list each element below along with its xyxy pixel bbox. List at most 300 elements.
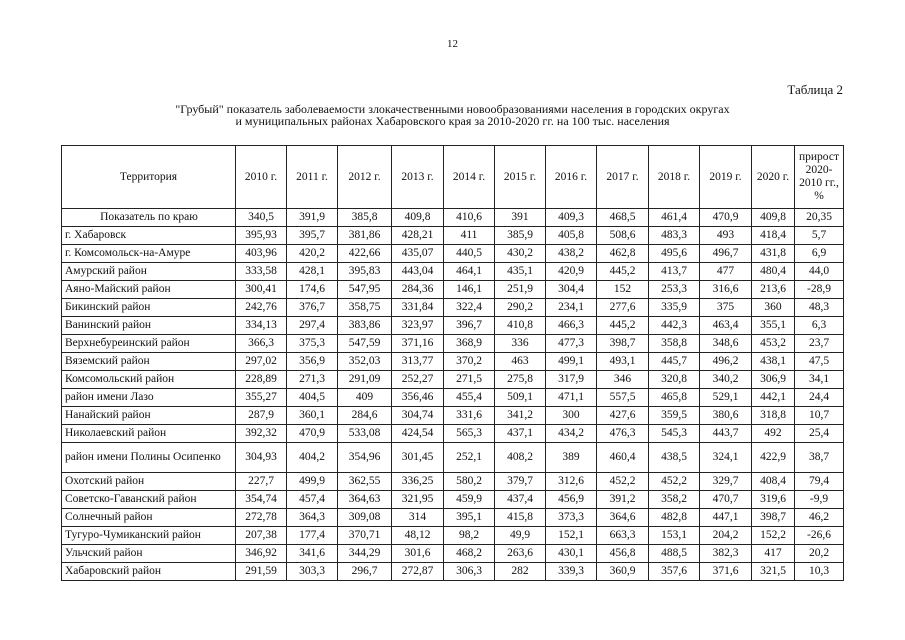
table-row bbox=[62, 209, 844, 227]
value-cell: 296,7 bbox=[338, 563, 392, 581]
value-cell: 213,6 bbox=[752, 281, 795, 299]
value-cell: 340,5 bbox=[236, 209, 287, 227]
value-cell: 358,75 bbox=[338, 299, 392, 317]
value-cell: 480,4 bbox=[752, 263, 795, 281]
column-header: 2019 г. bbox=[700, 146, 752, 209]
column-header: 2013 г. bbox=[392, 146, 444, 209]
value-cell: 354,96 bbox=[338, 443, 392, 473]
value-cell: 304,74 bbox=[392, 407, 444, 425]
value-cell: 477 bbox=[700, 263, 752, 281]
value-cell: 304,93 bbox=[236, 443, 287, 473]
value-cell: 321,5 bbox=[752, 563, 795, 581]
value-cell: 391,9 bbox=[287, 209, 338, 227]
value-cell: 488,5 bbox=[649, 545, 700, 563]
value-cell: 153,1 bbox=[649, 527, 700, 545]
value-cell: 468,5 bbox=[597, 209, 649, 227]
territory-cell: Верхнебуреинский район bbox=[62, 335, 236, 353]
value-cell: 252,27 bbox=[392, 371, 444, 389]
value-cell: 453,2 bbox=[752, 335, 795, 353]
value-cell: 447,1 bbox=[700, 509, 752, 527]
value-cell: 443,7 bbox=[700, 425, 752, 443]
value-cell: 413,7 bbox=[649, 263, 700, 281]
table-row bbox=[62, 491, 844, 509]
value-cell: 410,8 bbox=[495, 317, 546, 335]
value-cell: 440,5 bbox=[444, 245, 495, 263]
value-cell: 476,3 bbox=[597, 425, 649, 443]
value-cell: 275,8 bbox=[495, 371, 546, 389]
value-cell: 466,3 bbox=[546, 317, 597, 335]
value-cell: 177,4 bbox=[287, 527, 338, 545]
territory-cell: Показатель по краю bbox=[62, 209, 236, 227]
territory-cell: Нанайский район bbox=[62, 407, 236, 425]
value-cell: 20,35 bbox=[795, 209, 844, 227]
column-header: 2010 г. bbox=[236, 146, 287, 209]
value-cell: 227,7 bbox=[236, 473, 287, 491]
territory-cell: Советско-Гаванский район bbox=[62, 491, 236, 509]
value-cell: 379,7 bbox=[495, 473, 546, 491]
value-cell: 271,5 bbox=[444, 371, 495, 389]
value-cell: 477,3 bbox=[546, 335, 597, 353]
territory-cell: Солнечный район bbox=[62, 509, 236, 527]
value-cell: 297,02 bbox=[236, 353, 287, 371]
value-cell: 508,6 bbox=[597, 227, 649, 245]
value-cell: 6,9 bbox=[795, 245, 844, 263]
value-cell: 405,8 bbox=[546, 227, 597, 245]
value-cell: 291,59 bbox=[236, 563, 287, 581]
table-row bbox=[62, 407, 844, 425]
value-cell: 368,9 bbox=[444, 335, 495, 353]
value-cell: 431,8 bbox=[752, 245, 795, 263]
value-cell: 44,0 bbox=[795, 263, 844, 281]
value-cell: 334,13 bbox=[236, 317, 287, 335]
value-cell: 318,8 bbox=[752, 407, 795, 425]
value-cell: 395,83 bbox=[338, 263, 392, 281]
value-cell: 146,1 bbox=[444, 281, 495, 299]
value-cell: 331,6 bbox=[444, 407, 495, 425]
value-cell: 152,2 bbox=[752, 527, 795, 545]
value-cell: 415,8 bbox=[495, 509, 546, 527]
incidence-table bbox=[61, 145, 844, 581]
value-cell: 428,21 bbox=[392, 227, 444, 245]
column-header: прирост 2020-2010 гг., % bbox=[795, 146, 844, 209]
table-label: Таблица 2 bbox=[787, 82, 843, 97]
value-cell: 317,9 bbox=[546, 371, 597, 389]
table-body bbox=[62, 209, 844, 581]
value-cell: 471,1 bbox=[546, 389, 597, 407]
value-cell: 313,77 bbox=[392, 353, 444, 371]
caption-line-2: и муниципальных районах Хабаровского края за 2010-2020 гг. на 100 тыс. населения bbox=[235, 114, 670, 128]
value-cell: 533,08 bbox=[338, 425, 392, 443]
value-cell: 370,2 bbox=[444, 353, 495, 371]
value-cell: 382,3 bbox=[700, 545, 752, 563]
value-cell: 344,29 bbox=[338, 545, 392, 563]
value-cell: 362,55 bbox=[338, 473, 392, 491]
value-cell: 291,09 bbox=[338, 371, 392, 389]
table-row bbox=[62, 299, 844, 317]
value-cell: 271,3 bbox=[287, 371, 338, 389]
value-cell: 385,8 bbox=[338, 209, 392, 227]
value-cell: 6,3 bbox=[795, 317, 844, 335]
value-cell: 355,27 bbox=[236, 389, 287, 407]
column-header: 2011 г. bbox=[287, 146, 338, 209]
table-row bbox=[62, 473, 844, 491]
value-cell: 336 bbox=[495, 335, 546, 353]
value-cell: 358,2 bbox=[649, 491, 700, 509]
value-cell: 409,8 bbox=[752, 209, 795, 227]
territory-cell: Бикинский район bbox=[62, 299, 236, 317]
value-cell: 356,9 bbox=[287, 353, 338, 371]
value-cell: 47,5 bbox=[795, 353, 844, 371]
value-cell: 252,1 bbox=[444, 443, 495, 473]
value-cell: 452,2 bbox=[597, 473, 649, 491]
value-cell: 152 bbox=[597, 281, 649, 299]
value-cell: 366,3 bbox=[236, 335, 287, 353]
value-cell: 354,74 bbox=[236, 491, 287, 509]
table-row bbox=[62, 353, 844, 371]
value-cell: 364,63 bbox=[338, 491, 392, 509]
value-cell: 470,7 bbox=[700, 491, 752, 509]
value-cell: 445,2 bbox=[597, 263, 649, 281]
value-cell: 263,6 bbox=[495, 545, 546, 563]
table-row bbox=[62, 263, 844, 281]
value-cell: 49,9 bbox=[495, 527, 546, 545]
value-cell: 383,86 bbox=[338, 317, 392, 335]
value-cell: 408,4 bbox=[752, 473, 795, 491]
territory-cell: Ванинский район bbox=[62, 317, 236, 335]
value-cell: 375,3 bbox=[287, 335, 338, 353]
value-cell: 437,4 bbox=[495, 491, 546, 509]
column-header: 2016 г. bbox=[546, 146, 597, 209]
value-cell: 409,3 bbox=[546, 209, 597, 227]
table-row bbox=[62, 245, 844, 263]
value-cell: 565,3 bbox=[444, 425, 495, 443]
value-cell: 174,6 bbox=[287, 281, 338, 299]
value-cell: 409,8 bbox=[392, 209, 444, 227]
column-header: 2018 г. bbox=[649, 146, 700, 209]
value-cell: 438,2 bbox=[546, 245, 597, 263]
value-cell: 434,2 bbox=[546, 425, 597, 443]
territory-cell: район имени Лазо bbox=[62, 389, 236, 407]
value-cell: 410,6 bbox=[444, 209, 495, 227]
value-cell: 493 bbox=[700, 227, 752, 245]
value-cell: 483,3 bbox=[649, 227, 700, 245]
value-cell: 499,1 bbox=[546, 353, 597, 371]
value-cell: 389 bbox=[546, 443, 597, 473]
value-cell: 427,6 bbox=[597, 407, 649, 425]
value-cell: -26,6 bbox=[795, 527, 844, 545]
value-cell: 373,3 bbox=[546, 509, 597, 527]
value-cell: 460,4 bbox=[597, 443, 649, 473]
table-row bbox=[62, 227, 844, 245]
value-cell: 395,7 bbox=[287, 227, 338, 245]
value-cell: 438,5 bbox=[649, 443, 700, 473]
value-cell: 358,8 bbox=[649, 335, 700, 353]
value-cell: 445,7 bbox=[649, 353, 700, 371]
table-row bbox=[62, 389, 844, 407]
value-cell: 24,4 bbox=[795, 389, 844, 407]
territory-cell: Тугуро-Чумиканский район bbox=[62, 527, 236, 545]
value-cell: 228,89 bbox=[236, 371, 287, 389]
value-cell: 23,7 bbox=[795, 335, 844, 353]
territory-cell: Вяземский район bbox=[62, 353, 236, 371]
value-cell: 395,93 bbox=[236, 227, 287, 245]
value-cell: 461,4 bbox=[649, 209, 700, 227]
value-cell: 381,86 bbox=[338, 227, 392, 245]
table-row bbox=[62, 527, 844, 545]
value-cell: 457,4 bbox=[287, 491, 338, 509]
value-cell: 360,1 bbox=[287, 407, 338, 425]
value-cell: 341,2 bbox=[495, 407, 546, 425]
value-cell: 300 bbox=[546, 407, 597, 425]
value-cell: 364,3 bbox=[287, 509, 338, 527]
value-cell: 499,9 bbox=[287, 473, 338, 491]
value-cell: 331,84 bbox=[392, 299, 444, 317]
value-cell: 459,9 bbox=[444, 491, 495, 509]
value-cell: 287,9 bbox=[236, 407, 287, 425]
value-cell: 34,1 bbox=[795, 371, 844, 389]
table-row bbox=[62, 371, 844, 389]
value-cell: 152,1 bbox=[546, 527, 597, 545]
table-row bbox=[62, 509, 844, 527]
territory-cell: Комсомольский район bbox=[62, 371, 236, 389]
value-cell: 435,1 bbox=[495, 263, 546, 281]
table-row bbox=[62, 563, 844, 581]
table-row bbox=[62, 335, 844, 353]
territory-cell: Николаевский район bbox=[62, 425, 236, 443]
value-cell: 207,38 bbox=[236, 527, 287, 545]
value-cell: 463,4 bbox=[700, 317, 752, 335]
value-cell: 438,1 bbox=[752, 353, 795, 371]
value-cell: 10,7 bbox=[795, 407, 844, 425]
value-cell: 435,07 bbox=[392, 245, 444, 263]
value-cell: 320,8 bbox=[649, 371, 700, 389]
value-cell: 204,2 bbox=[700, 527, 752, 545]
value-cell: 10,3 bbox=[795, 563, 844, 581]
value-cell: 395,1 bbox=[444, 509, 495, 527]
value-cell: 496,7 bbox=[700, 245, 752, 263]
value-cell: 242,76 bbox=[236, 299, 287, 317]
value-cell: 409 bbox=[338, 389, 392, 407]
territory-cell: Амурский район bbox=[62, 263, 236, 281]
value-cell: 408,2 bbox=[495, 443, 546, 473]
value-cell: 465,8 bbox=[649, 389, 700, 407]
value-cell: 352,03 bbox=[338, 353, 392, 371]
value-cell: 375 bbox=[700, 299, 752, 317]
value-cell: 547,59 bbox=[338, 335, 392, 353]
value-cell: -9,9 bbox=[795, 491, 844, 509]
value-cell: 339,3 bbox=[546, 563, 597, 581]
value-cell: 46,2 bbox=[795, 509, 844, 527]
value-cell: 424,54 bbox=[392, 425, 444, 443]
value-cell: 493,1 bbox=[597, 353, 649, 371]
value-cell: 5,7 bbox=[795, 227, 844, 245]
table-row bbox=[62, 443, 844, 473]
column-header-territory: Территория bbox=[62, 146, 236, 209]
value-cell: 272,87 bbox=[392, 563, 444, 581]
value-cell: 251,9 bbox=[495, 281, 546, 299]
table-row bbox=[62, 317, 844, 335]
caption-line-1: "Грубый" показатель заболеваемости злокачественными новообразованиями населения в городских округах bbox=[175, 102, 730, 116]
value-cell: 380,6 bbox=[700, 407, 752, 425]
value-cell: 333,58 bbox=[236, 263, 287, 281]
value-cell: 470,9 bbox=[700, 209, 752, 227]
value-cell: 297,4 bbox=[287, 317, 338, 335]
value-cell: 329,7 bbox=[700, 473, 752, 491]
territory-cell: Охотский район bbox=[62, 473, 236, 491]
value-cell: 98,2 bbox=[444, 527, 495, 545]
value-cell: 38,7 bbox=[795, 443, 844, 473]
value-cell: 323,97 bbox=[392, 317, 444, 335]
column-header: 2020 г. bbox=[752, 146, 795, 209]
value-cell: 306,3 bbox=[444, 563, 495, 581]
value-cell: 79,4 bbox=[795, 473, 844, 491]
value-cell: 392,32 bbox=[236, 425, 287, 443]
value-cell: 509,1 bbox=[495, 389, 546, 407]
territory-cell: г. Комсомольск-на-Амуре bbox=[62, 245, 236, 263]
value-cell: 314 bbox=[392, 509, 444, 527]
value-cell: 418,4 bbox=[752, 227, 795, 245]
value-cell: 411 bbox=[444, 227, 495, 245]
table-row bbox=[62, 425, 844, 443]
value-cell: 300,41 bbox=[236, 281, 287, 299]
value-cell: 557,5 bbox=[597, 389, 649, 407]
value-cell: 304,4 bbox=[546, 281, 597, 299]
value-cell: 470,9 bbox=[287, 425, 338, 443]
value-cell: 346,92 bbox=[236, 545, 287, 563]
value-cell: 482,8 bbox=[649, 509, 700, 527]
value-cell: 430,2 bbox=[495, 245, 546, 263]
value-cell: 370,71 bbox=[338, 527, 392, 545]
value-cell: 301,6 bbox=[392, 545, 444, 563]
value-cell: 391,2 bbox=[597, 491, 649, 509]
value-cell: 398,7 bbox=[597, 335, 649, 353]
value-cell: 321,95 bbox=[392, 491, 444, 509]
value-cell: 312,6 bbox=[546, 473, 597, 491]
value-cell: 464,1 bbox=[444, 263, 495, 281]
value-cell: 290,2 bbox=[495, 299, 546, 317]
value-cell: 48,12 bbox=[392, 527, 444, 545]
value-cell: 463 bbox=[495, 353, 546, 371]
value-cell: 442,1 bbox=[752, 389, 795, 407]
value-cell: 547,95 bbox=[338, 281, 392, 299]
value-cell: 398,7 bbox=[752, 509, 795, 527]
table-row bbox=[62, 545, 844, 563]
value-cell: 284,6 bbox=[338, 407, 392, 425]
value-cell: 391 bbox=[495, 209, 546, 227]
value-cell: 456,8 bbox=[597, 545, 649, 563]
value-cell: 324,1 bbox=[700, 443, 752, 473]
territory-cell: Хабаровский район bbox=[62, 563, 236, 581]
table-row bbox=[62, 281, 844, 299]
value-cell: 348,6 bbox=[700, 335, 752, 353]
value-cell: 301,45 bbox=[392, 443, 444, 473]
value-cell: 404,5 bbox=[287, 389, 338, 407]
value-cell: 468,2 bbox=[444, 545, 495, 563]
value-cell: 360,9 bbox=[597, 563, 649, 581]
value-cell: 322,4 bbox=[444, 299, 495, 317]
value-cell: 422,66 bbox=[338, 245, 392, 263]
value-cell: 340,2 bbox=[700, 371, 752, 389]
table-header-row bbox=[62, 146, 844, 209]
value-cell: 346 bbox=[597, 371, 649, 389]
territory-cell: г. Хабаровск bbox=[62, 227, 236, 245]
column-header: 2017 г. bbox=[597, 146, 649, 209]
value-cell: 319,6 bbox=[752, 491, 795, 509]
value-cell: 396,7 bbox=[444, 317, 495, 335]
value-cell: 253,3 bbox=[649, 281, 700, 299]
value-cell: 452,2 bbox=[649, 473, 700, 491]
value-cell: 385,9 bbox=[495, 227, 546, 245]
value-cell: 355,1 bbox=[752, 317, 795, 335]
value-cell: 545,3 bbox=[649, 425, 700, 443]
value-cell: 580,2 bbox=[444, 473, 495, 491]
value-cell: 403,96 bbox=[236, 245, 287, 263]
value-cell: 442,3 bbox=[649, 317, 700, 335]
value-cell: 420,9 bbox=[546, 263, 597, 281]
value-cell: 25,4 bbox=[795, 425, 844, 443]
value-cell: 404,2 bbox=[287, 443, 338, 473]
value-cell: 420,2 bbox=[287, 245, 338, 263]
value-cell: 495,6 bbox=[649, 245, 700, 263]
value-cell: 462,8 bbox=[597, 245, 649, 263]
value-cell: 428,1 bbox=[287, 263, 338, 281]
value-cell: 272,78 bbox=[236, 509, 287, 527]
value-cell: 341,6 bbox=[287, 545, 338, 563]
column-header: 2012 г. bbox=[338, 146, 392, 209]
value-cell: 371,6 bbox=[700, 563, 752, 581]
value-cell: 284,36 bbox=[392, 281, 444, 299]
value-cell: 336,25 bbox=[392, 473, 444, 491]
value-cell: 455,4 bbox=[444, 389, 495, 407]
value-cell: 360 bbox=[752, 299, 795, 317]
value-cell: -28,9 bbox=[795, 281, 844, 299]
value-cell: 282 bbox=[495, 563, 546, 581]
value-cell: 277,6 bbox=[597, 299, 649, 317]
value-cell: 376,7 bbox=[287, 299, 338, 317]
value-cell: 456,9 bbox=[546, 491, 597, 509]
value-cell: 303,3 bbox=[287, 563, 338, 581]
value-cell: 529,1 bbox=[700, 389, 752, 407]
value-cell: 492 bbox=[752, 425, 795, 443]
value-cell: 663,3 bbox=[597, 527, 649, 545]
value-cell: 234,1 bbox=[546, 299, 597, 317]
table-caption bbox=[0, 103, 905, 127]
value-cell: 335,9 bbox=[649, 299, 700, 317]
value-cell: 437,1 bbox=[495, 425, 546, 443]
territory-cell: Ульчский район bbox=[62, 545, 236, 563]
value-cell: 309,08 bbox=[338, 509, 392, 527]
value-cell: 364,6 bbox=[597, 509, 649, 527]
value-cell: 371,16 bbox=[392, 335, 444, 353]
page-number: 12 bbox=[447, 38, 458, 50]
value-cell: 417 bbox=[752, 545, 795, 563]
value-cell: 443,04 bbox=[392, 263, 444, 281]
column-header: 2014 г. bbox=[444, 146, 495, 209]
value-cell: 20,2 bbox=[795, 545, 844, 563]
value-cell: 356,46 bbox=[392, 389, 444, 407]
value-cell: 316,6 bbox=[700, 281, 752, 299]
territory-cell: район имени Полины Осипенко bbox=[62, 443, 236, 473]
value-cell: 306,9 bbox=[752, 371, 795, 389]
value-cell: 445,2 bbox=[597, 317, 649, 335]
value-cell: 422,9 bbox=[752, 443, 795, 473]
value-cell: 357,6 bbox=[649, 563, 700, 581]
value-cell: 48,3 bbox=[795, 299, 844, 317]
value-cell: 359,5 bbox=[649, 407, 700, 425]
territory-cell: Аяно-Майский район bbox=[62, 281, 236, 299]
value-cell: 496,2 bbox=[700, 353, 752, 371]
value-cell: 430,1 bbox=[546, 545, 597, 563]
